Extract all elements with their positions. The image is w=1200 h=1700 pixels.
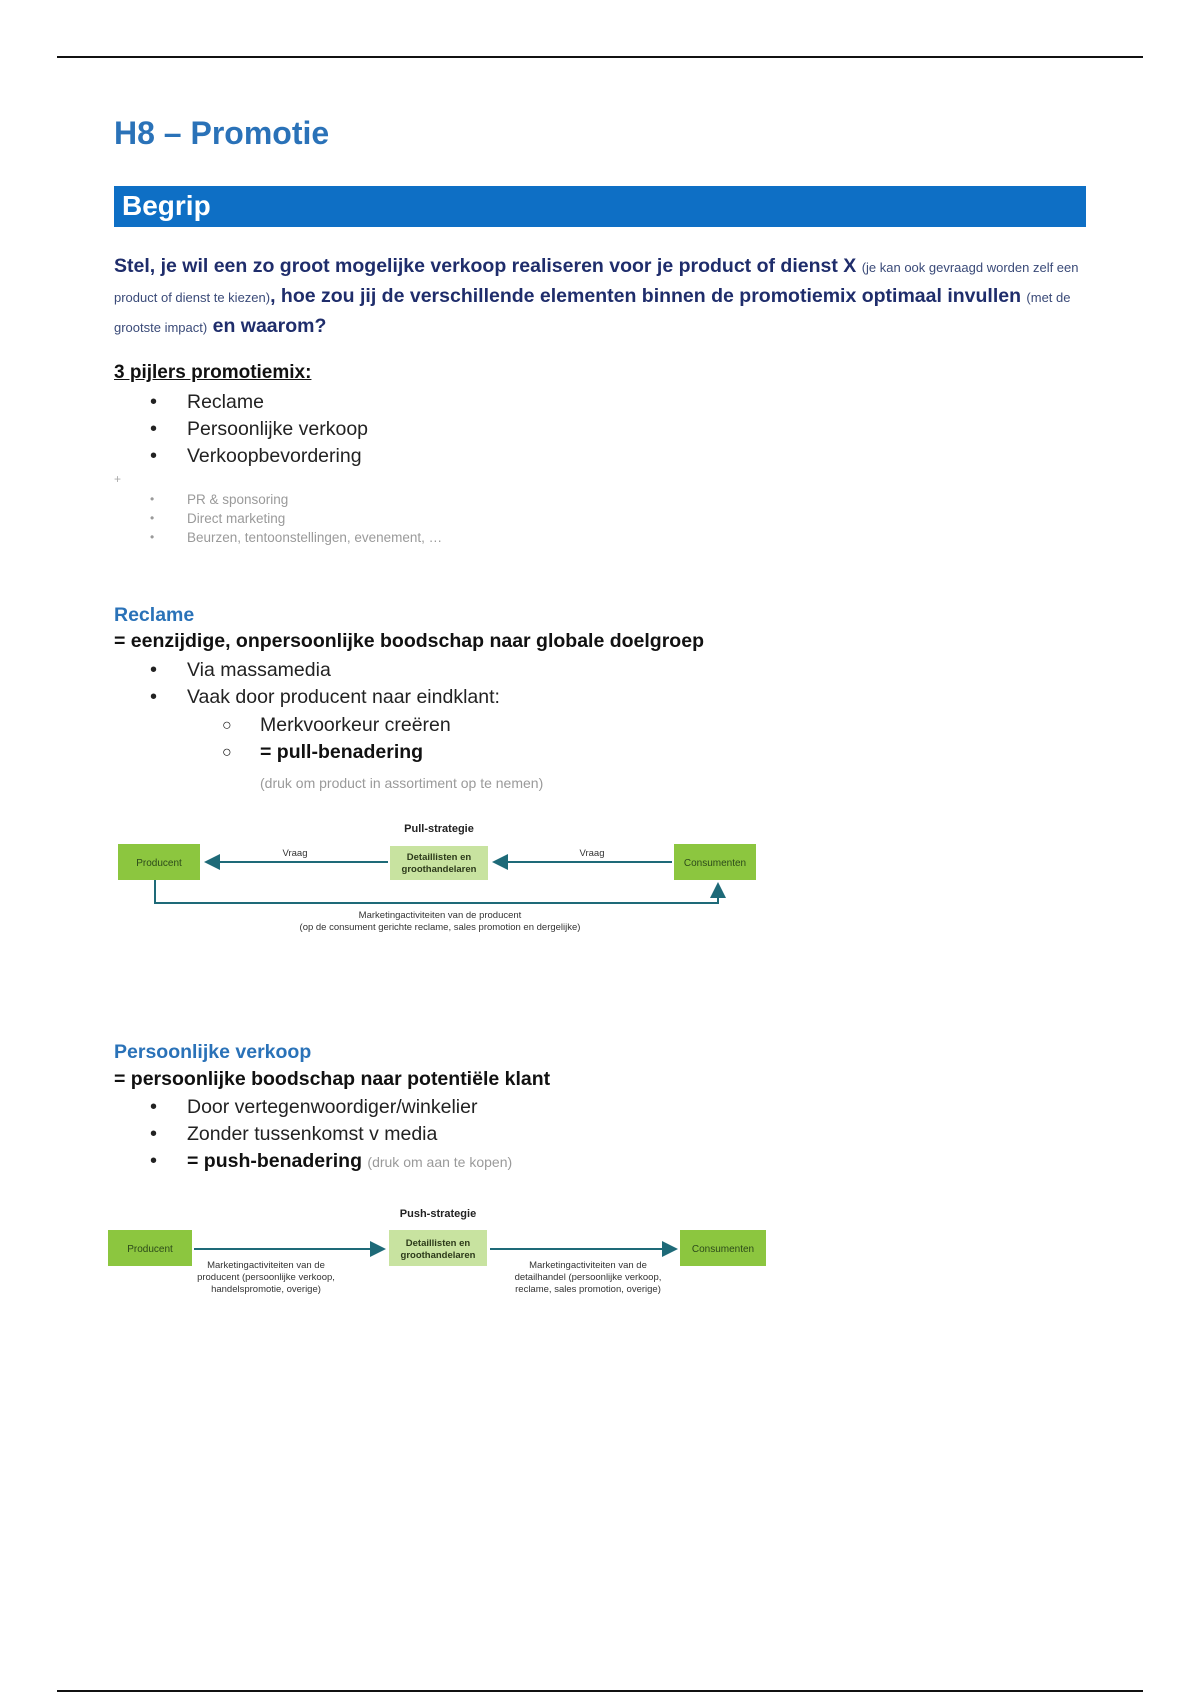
list-item: • Reclame — [114, 389, 714, 416]
list-item: ○ = pull-benadering — [114, 739, 814, 766]
list-item: • Verkoopbevordering — [114, 443, 714, 470]
pillars-heading: 3 pijlers promotiemix: — [114, 362, 312, 383]
push-note: (druk om aan te kopen) — [367, 1154, 513, 1170]
reclame-list — [114, 657, 814, 711]
pull-producer-label: Producent — [136, 858, 182, 869]
pull-marketing-arrow — [155, 880, 718, 903]
bottom-rule — [57, 1690, 1143, 1692]
pull-caption-line1: Marketingactiviteiten van de producent — [358, 910, 522, 921]
list-item — [114, 1148, 814, 1176]
push-right-caption-1: Marketingactiviteiten van de — [529, 1260, 647, 1271]
list-item: • Zonder tussenkomst v media — [114, 1121, 814, 1148]
push-right-caption-2: detailhandel (persoonlijke verkoop, — [514, 1272, 662, 1283]
reclame-note: (druk om product in assortiment op te nemen) — [260, 775, 544, 791]
pull-title: Pull-strategie — [404, 823, 474, 835]
push-middle-line2: groothandelaren — [400, 1250, 476, 1261]
push-left-caption-3: handelspromotie, overige) — [211, 1284, 321, 1295]
push-strategy-diagram — [106, 1202, 776, 1312]
pull-demand-right-label: Vraag — [579, 848, 605, 859]
list-item: • Door vertegenwoordiger/winkelier — [114, 1094, 814, 1121]
pull-middle-line1: Detaillisten en — [406, 852, 472, 863]
pull-strategy-diagram — [110, 820, 770, 940]
question-paragraph — [114, 252, 1094, 342]
list-item: ○ Merkvoorkeur creëren — [114, 712, 814, 739]
pillars-list — [114, 389, 714, 470]
push-middle-line1: Detaillisten en — [405, 1238, 471, 1249]
question-part3: en waarom? — [212, 315, 327, 337]
pull-consumer-label: Consumenten — [683, 858, 747, 869]
list-item: • Vaak door producent naar eindklant: — [114, 684, 814, 711]
reclame-sublist — [114, 712, 814, 766]
push-left-caption-1: Marketingactiviteiten van de — [207, 1260, 325, 1271]
plus-sign: + — [114, 472, 122, 486]
persoonlijk-heading: Persoonlijke verkoop — [114, 1041, 312, 1063]
section-bar-label: Begrip — [122, 190, 211, 221]
reclame-heading: Reclame — [114, 604, 195, 626]
section-bar — [114, 186, 1086, 227]
push-producer-label: Producent — [127, 1244, 173, 1255]
persoonlijk-definition: = persoonlijke boodschap naar potentiële klant — [114, 1068, 551, 1090]
question-part1: Stel, je wil een zo groot mogelijke verkoop realiseren voor je product of dienst X — [114, 255, 857, 277]
pull-middle-line2: groothandelaren — [401, 864, 477, 875]
list-item: • Beurzen, tentoonstellingen, evenement, … — [114, 528, 714, 547]
question-note2: (met de grootste impact) — [114, 290, 1071, 335]
pull-caption-line2: (op de consument gerichte reclame, sales promotion en dergelijke) — [299, 922, 581, 933]
page-title: H8 – Promotie — [114, 115, 330, 151]
list-item: • Direct marketing — [114, 509, 714, 528]
list-item: • PR & sponsoring — [114, 490, 714, 509]
top-rule — [57, 56, 1143, 58]
push-consumer-label: Consumenten — [691, 1244, 755, 1255]
push-label: = push-benadering — [187, 1150, 362, 1172]
question-note1: (je kan ook gevraagd worden zelf een product of dienst te kiezen) — [114, 260, 1079, 305]
push-left-caption-2: producent (persoonlijke verkoop, — [197, 1272, 335, 1283]
question-part2: , hoe zou jij de verschillende elementen binnen de promotiemix optimaal invullen — [270, 285, 1021, 307]
push-right-caption-3: reclame, sales promotion, overige) — [515, 1284, 661, 1295]
extra-list — [114, 490, 714, 547]
list-item: • Via massamedia — [114, 657, 814, 684]
list-item: • Persoonlijke verkoop — [114, 416, 714, 443]
pull-demand-left-label: Vraag — [282, 848, 308, 859]
persoonlijk-list — [114, 1094, 814, 1176]
reclame-definition: = eenzijdige, onpersoonlijke boodschap naar globale doelgroep — [114, 630, 704, 652]
push-title: Push-strategie — [399, 1208, 477, 1220]
